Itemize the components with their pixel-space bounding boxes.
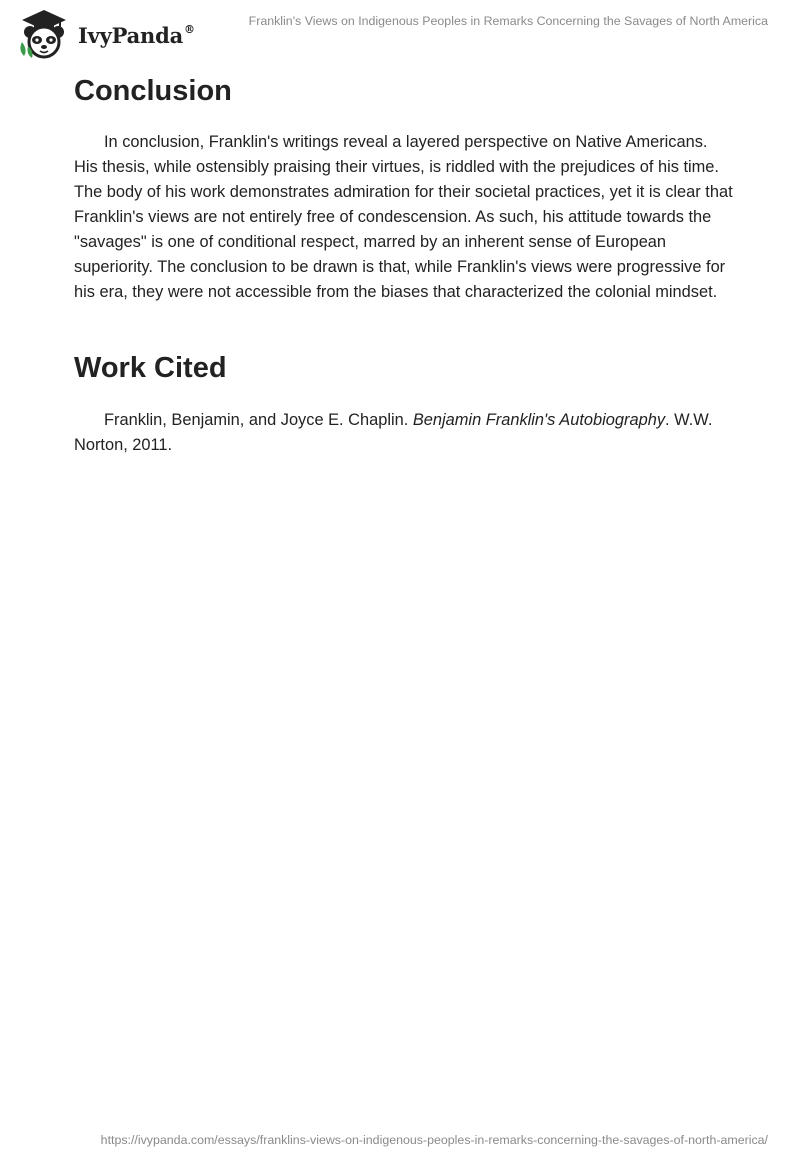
registered-mark: ® xyxy=(184,22,195,36)
citation-title: Benjamin Franklin's Autobiography xyxy=(412,411,666,429)
citation-entry xyxy=(74,408,734,458)
ivypanda-logo[interactable] xyxy=(14,6,204,60)
page-header xyxy=(0,0,800,70)
citation-authors: Franklin, Benjamin, and Joyce E. Chaplin. xyxy=(104,411,413,429)
logo-text: IvyPanda xyxy=(78,22,184,48)
citation-publisher: . W.W. Norton, 2011. xyxy=(74,411,713,454)
conclusion-paragraph: In conclusion, Franklin's writings reveal a layered perspective on Native Americans. His thesis, while ostensibly praising their virtues, is riddled with the prejudices of his time. The body of his work demonstrates admiration for their societal practices, yet it is clear that Franklin's views are not entirely free of condescension. As such, his attitude towards the "savages" is one of conditional respect, marred by an inherent sense of European superiority. The conclusion to be drawn is that, while Franklin's views were progressive for his era, they were not accessible from the biases that characterized the colonial mindset. xyxy=(74,133,733,301)
work-cited-heading: Work Cited xyxy=(74,352,227,384)
document-running-title: Franklin's Views on Indigenous Peoples in Remarks Concerning the Savages of North America xyxy=(248,14,768,28)
logo-wordmark xyxy=(78,23,195,48)
panda-graduate-icon xyxy=(14,6,76,60)
conclusion-heading: Conclusion xyxy=(74,75,232,107)
source-url[interactable]: https://ivypanda.com/essays/franklins-views-on-indigenous-peoples-in-remarks-concerning-the-savages-of-north-america/ xyxy=(100,1133,768,1147)
